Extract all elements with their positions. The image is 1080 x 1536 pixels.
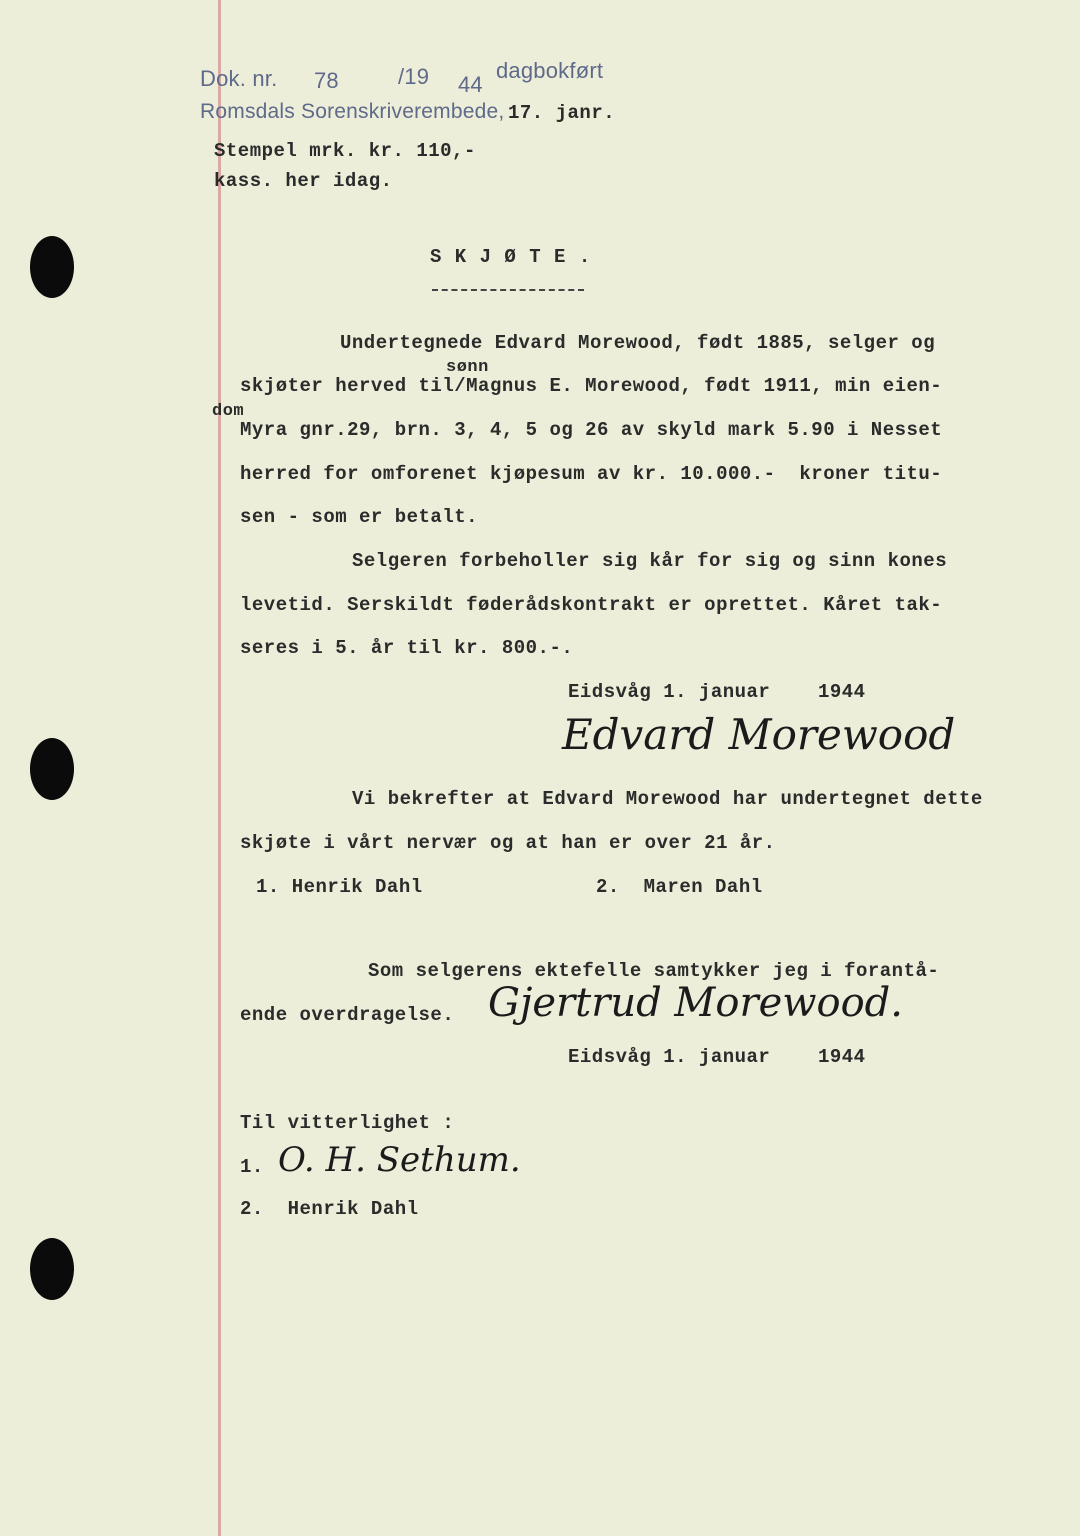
date-line-1: Eidsvåg 1. januar 1944 (568, 681, 866, 703)
vitterlighet-item-2: 2. Henrik Dahl (240, 1198, 419, 1220)
margin-line (218, 0, 221, 1536)
stempel-line-2: kass. her idag. (214, 170, 393, 192)
body-line-1: Undertegnede Edvard Morewood, født 1885, selger og (340, 332, 936, 354)
signature-seller: Edvard Morewood (562, 710, 956, 759)
consent-line-1: Som selgerens ektefelle samtykker jeg i forantå- (368, 960, 940, 982)
stamp-year-prefix: /19 (398, 64, 430, 89)
stamp-dok-label: Dok. nr. (200, 66, 278, 91)
title-underline (432, 289, 584, 291)
body-line-6: Selgeren forbeholler sig kår for sig og sinn kones (352, 550, 948, 572)
stempel-line-1: Stempel mrk. kr. 110,- (214, 140, 476, 162)
stamp-office: Romsdals Sorenskriverembede, (200, 100, 505, 123)
document-title: S K J Ø T E . (430, 246, 592, 268)
body-line-2: skjøter herved til/Magnus E. Morewood, født 1911, min eien- (240, 375, 943, 397)
date-line-2: Eidsvåg 1. januar 1944 (568, 1046, 866, 1068)
stamp-dagbokfort: dagbokført (496, 58, 604, 83)
vitterlighet-heading: Til vitterlighet : (240, 1112, 455, 1134)
vitterlighet-item-1-number: 1. (240, 1156, 264, 1178)
body-line-5: sen - som er betalt. (240, 506, 479, 528)
consent-line-2: ende overdragelse. (240, 1004, 455, 1026)
signature-witness-1: O. H. Sethum. (278, 1140, 521, 1180)
body-line-7: levetid. Serskildt føderådskontrakt er oprettet. Kåret tak- (240, 594, 943, 616)
signature-spouse: Gjertrud Morewood. (488, 980, 903, 1026)
stamp-year-suffix: 44 (458, 72, 483, 97)
body-insert-above: sønn (446, 358, 489, 377)
stamp-date: 17. janr. (508, 102, 616, 124)
body-margin-note: dom (212, 402, 245, 421)
witness-1: 1. Henrik Dahl (256, 876, 423, 898)
confirmation-line-1: Vi bekrefter at Edvard Morewood har undertegnet dette (352, 788, 983, 810)
punch-hole (30, 236, 74, 298)
punch-hole (30, 1238, 74, 1300)
body-line-4: herred for omforenet kjøpesum av kr. 10.000.- kroner titu- (240, 463, 943, 485)
body-line-3: Myra gnr.29, brn. 3, 4, 5 og 26 av skyld mark 5.90 i Nesset (240, 419, 943, 441)
confirmation-line-2: skjøte i vårt nervær og at han er over 21 år. (240, 832, 776, 854)
stamp-dok-number: 78 (314, 68, 339, 93)
punch-hole (30, 738, 74, 800)
witness-2: 2. Maren Dahl (596, 876, 763, 898)
body-line-8: seres i 5. år til kr. 800.-. (240, 637, 574, 659)
